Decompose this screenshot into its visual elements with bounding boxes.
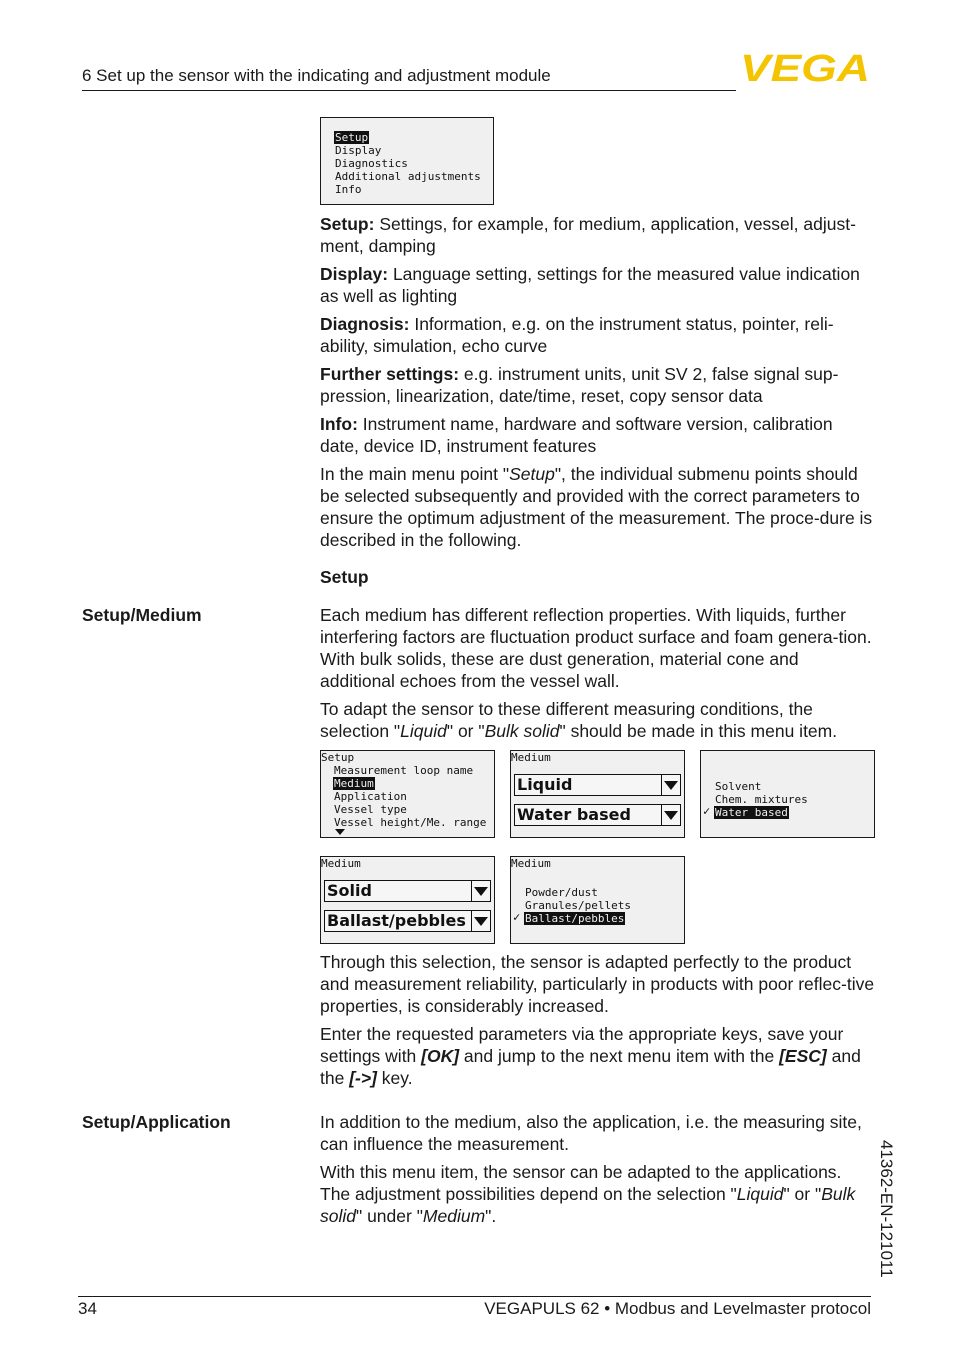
lcd-menu-item-info: Info bbox=[335, 183, 362, 196]
lcd-title: Medium bbox=[511, 857, 551, 870]
lcd-menu-item-additional: Additional adjustments bbox=[335, 170, 481, 183]
lcd-solid-list bbox=[510, 856, 685, 944]
lcd-liquid-list bbox=[700, 750, 875, 838]
lcd-item: Solvent bbox=[715, 780, 762, 793]
footer-document-title: VEGAPULS 62 • Modbus and Levelmaster protocol bbox=[484, 1299, 871, 1318]
medium-section-label: Setup/Medium bbox=[82, 605, 202, 625]
logo-text: VEGA bbox=[740, 50, 870, 84]
checkmark-icon: ✓ bbox=[513, 910, 521, 924]
lcd-main-menu bbox=[320, 117, 494, 205]
medium-subtype-value: Ballast/pebbles bbox=[327, 911, 466, 930]
lcd-title: Medium bbox=[511, 751, 551, 764]
dropdown-arrow-icon bbox=[661, 775, 680, 795]
lcd-item-selected: Ballast/pebbles bbox=[525, 912, 625, 925]
lcd-menu-item-setup: Setup bbox=[335, 131, 369, 144]
lcd-item: Measurement loop name bbox=[334, 764, 474, 777]
desc-display: Display: Language setting, settings for the measured value indication as well as lighting bbox=[320, 264, 860, 306]
vega-logo-graphic bbox=[740, 50, 872, 84]
lcd-item: Powder/dust bbox=[525, 886, 598, 899]
footer-rule bbox=[78, 1296, 871, 1297]
lcd-item-selected: Medium bbox=[334, 777, 374, 790]
lcd-item: Vessel type bbox=[334, 803, 407, 816]
header-rule bbox=[82, 90, 736, 91]
dropdown-arrow-icon bbox=[471, 911, 490, 931]
checkmark-icon: ✓ bbox=[703, 804, 711, 818]
dropdown-arrow-icon bbox=[661, 805, 680, 825]
lcd-item: Vessel height/Me. range bbox=[334, 816, 487, 829]
lcd-item: Application bbox=[334, 790, 407, 803]
desc-info: Info: Instrument name, hardware and software version, calibration date, device ID, instrument features bbox=[320, 414, 833, 456]
medium-paragraph-1: Each medium has different reflection properties. With liquids, further interfering factors are fluctuation product surface and foam genera-tion. With bulk solids, these are dust generation, material cone and additional echoes from the vessel wall. bbox=[320, 605, 872, 691]
dropdown-arrow-icon bbox=[471, 881, 490, 901]
header-title: 6 Set up the sensor with the indicating and adjustment module bbox=[82, 66, 551, 85]
lcd-title: Medium bbox=[321, 857, 361, 870]
medium-subtype-value: Water based bbox=[517, 805, 631, 824]
medium-type-dropdown bbox=[514, 774, 681, 796]
lcd-medium-solid bbox=[320, 856, 495, 944]
desc-further-settings: Further settings: e.g. instrument units, unit SV 2, false signal sup-pression, linearization, date/time, reset, copy sensor data bbox=[320, 364, 839, 406]
lcd-item: Granules/pellets bbox=[525, 899, 631, 912]
lcd-setup-menu bbox=[320, 750, 495, 838]
intro-paragraph: In the main menu point "Setup", the individual submenu points should be selected subsequently and provided with the correct parameters to ensure the optimum adjustment of the measurement. The proce-dure is described in the following. bbox=[320, 464, 873, 550]
lcd-item: Chem. mixtures bbox=[715, 793, 808, 806]
desc-setup: Setup: Settings, for example, for medium, application, vessel, adjust-ment, damping bbox=[320, 214, 856, 256]
lcd-menu-item-display: Display bbox=[335, 144, 382, 157]
medium-paragraph-2: To adapt the sensor to these different measuring conditions, the selection "Liquid" or "Bulk solid" should be made in this menu item. bbox=[320, 699, 838, 741]
vega-logo bbox=[740, 50, 872, 89]
application-section-label: Setup/Application bbox=[82, 1112, 231, 1132]
medium-paragraph-3: Through this selection, the sensor is adapted perfectly to the product and measurement reliability, particularly in products with poor reflec-tive properties, is considerably increased. bbox=[320, 952, 875, 1016]
medium-paragraph-4: Enter the requested parameters via the appropriate keys, save your settings with [OK] and jump to the next menu item with the [ESC] and the [->] key. bbox=[320, 1024, 861, 1088]
lcd-title: Setup bbox=[321, 751, 355, 764]
document-code: 41362-EN-121011 bbox=[877, 1140, 896, 1278]
desc-diagnosis: Diagnosis: Information, e.g. on the instrument status, pointer, reli-ability, simulation, echo curve bbox=[320, 314, 834, 356]
medium-type-value: Solid bbox=[327, 881, 372, 900]
medium-type-value: Liquid bbox=[517, 775, 573, 794]
lcd-menu-item-diagnostics: Diagnostics bbox=[335, 157, 408, 170]
medium-type-dropdown bbox=[324, 880, 491, 902]
application-paragraph-1: In addition to the medium, also the application, i.e. the measuring site, can influence the measurement. bbox=[320, 1112, 862, 1154]
setup-heading: Setup bbox=[320, 567, 369, 587]
medium-subtype-dropdown bbox=[324, 910, 491, 932]
page-number: 34 bbox=[78, 1299, 97, 1318]
medium-subtype-dropdown bbox=[514, 804, 681, 826]
application-paragraph-2: With this menu item, the sensor can be adapted to the applications. The adjustment possibilities depend on the selection "Liquid" or "Bulk solid" under "Medium". bbox=[320, 1162, 856, 1226]
scroll-down-icon bbox=[335, 829, 345, 835]
lcd-item-selected: Water based bbox=[715, 806, 788, 819]
lcd-medium-liquid bbox=[510, 750, 685, 838]
